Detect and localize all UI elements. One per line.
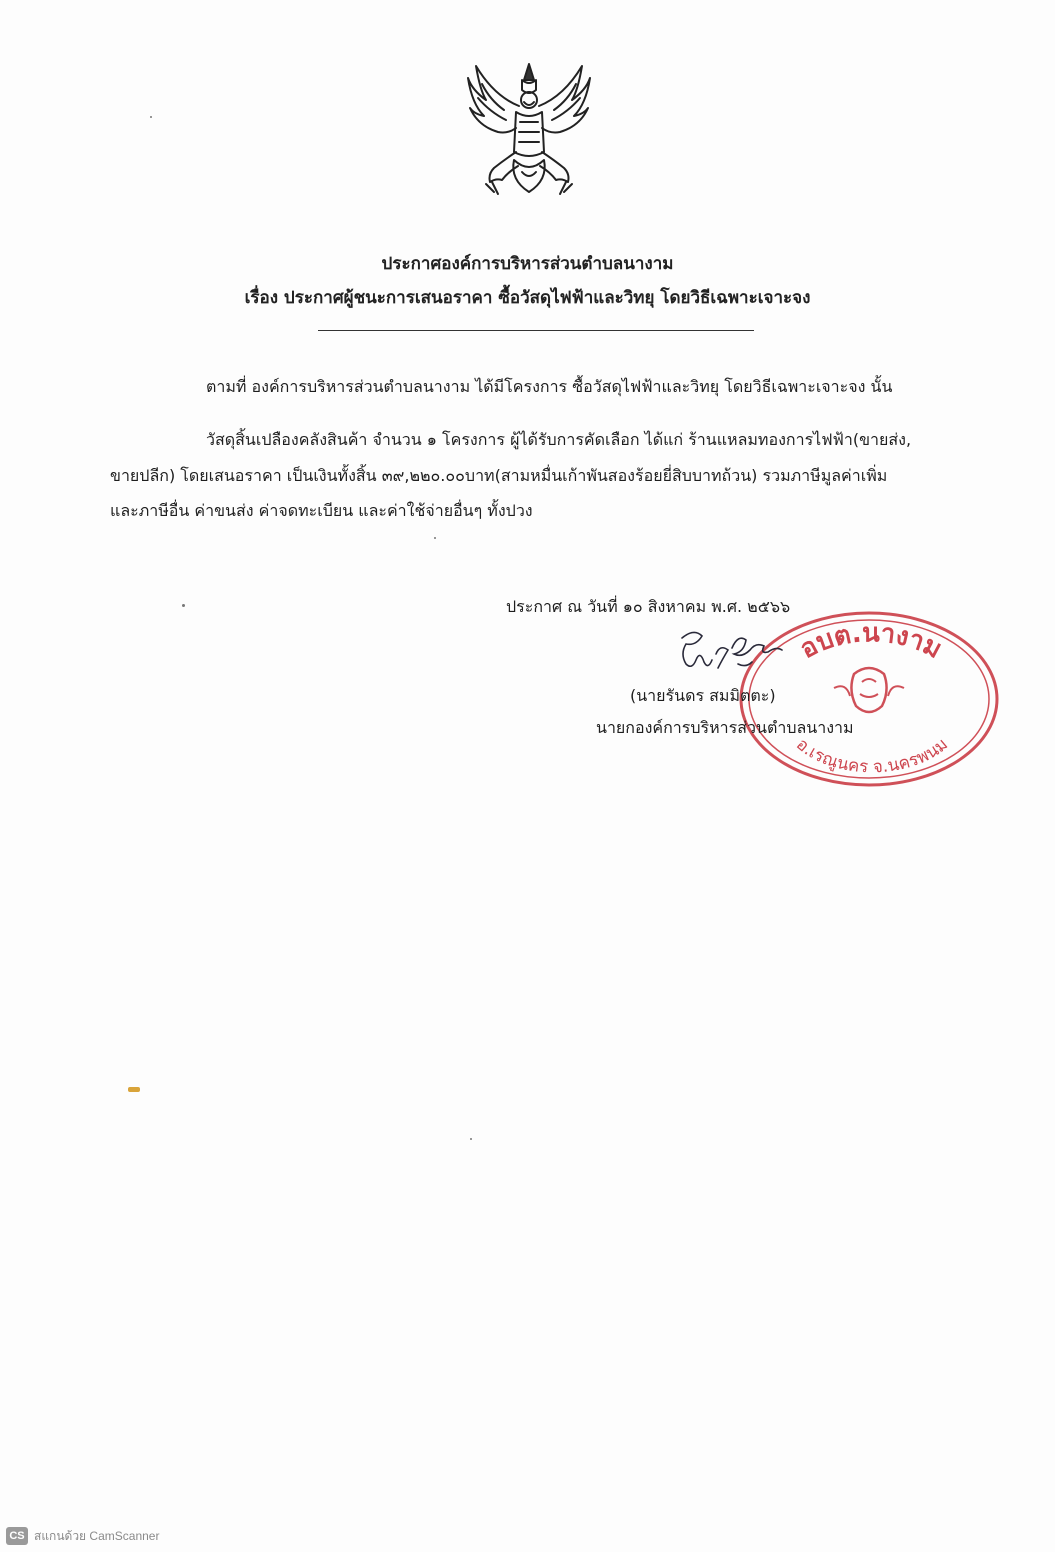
signer-name: (นายรันดร สมมิตตะ) bbox=[630, 686, 776, 705]
svg-text:อบต.นางาม bbox=[795, 618, 947, 665]
scan-speck bbox=[128, 1087, 140, 1092]
camscanner-logo-icon: CS bbox=[6, 1527, 28, 1545]
svg-text:อ.เรณูนคร จ.นครพนม bbox=[792, 734, 952, 777]
handwritten-signature-icon bbox=[672, 624, 792, 680]
camscanner-watermark bbox=[6, 1525, 159, 1547]
announcement-date: ประกาศ ณ วันที่ ๑๐ สิงหาคม พ.ศ. ๒๕๖๖ bbox=[506, 597, 791, 616]
title-divider bbox=[318, 330, 754, 331]
scan-speck bbox=[434, 537, 436, 539]
camscanner-text: สแกนด้วย CamScanner bbox=[34, 1528, 160, 1543]
announcement-subject: เรื่อง ประกาศผู้ชนะการเสนอราคา ซื้อวัสดุไฟฟ้าและวิทยุ โดยวิธีเฉพาะเจาะจง bbox=[244, 288, 811, 308]
scan-speck bbox=[150, 116, 152, 118]
stamp-top-text: อบต.นางาม bbox=[795, 618, 947, 665]
scan-speck bbox=[470, 1138, 472, 1140]
announcement-title: ประกาศองค์การบริหารส่วนตำบลนางาม bbox=[381, 254, 674, 274]
signer-position: นายกองค์การบริหารส่วนตำบลนางาม bbox=[596, 718, 854, 737]
scan-speck bbox=[182, 604, 185, 607]
stamp-bottom-text: อ.เรณูนคร จ.นครพนม bbox=[792, 734, 952, 778]
body-paragraph-2-line-3: และภาษีอื่น ค่าขนส่ง ค่าจดทะเบียน และค่าใช้จ่ายอื่นๆ ทั้งปวง bbox=[110, 501, 533, 520]
body-paragraph-2-line-2: ขายปลีก) โดยเสนอราคา เป็นเงินทั้งสิ้น ๓๙,๒๒๐.๐๐บาท(สามหมื่นเก้าพันสองร้อยยี่สิบบาทถ้วน) รวมภาษีมูลค่าเพิ่ม bbox=[110, 466, 888, 485]
body-paragraph-2-line-1: วัสดุสิ้นเปลืองคลังสินค้า จำนวน ๑ โครงการ ผู้ได้รับการคัดเลือก ได้แก่ ร้านแหลมทองการไฟฟ้า(ขายส่ง, bbox=[206, 430, 912, 449]
garuda-emblem-icon bbox=[464, 56, 594, 202]
body-paragraph-1: ตามที่ องค์การบริหารส่วนตำบลนางาม ได้มีโครงการ ซื้อวัสดุไฟฟ้าและวิทยุ โดยวิธีเฉพาะเจาะจง นั้น bbox=[206, 377, 893, 396]
